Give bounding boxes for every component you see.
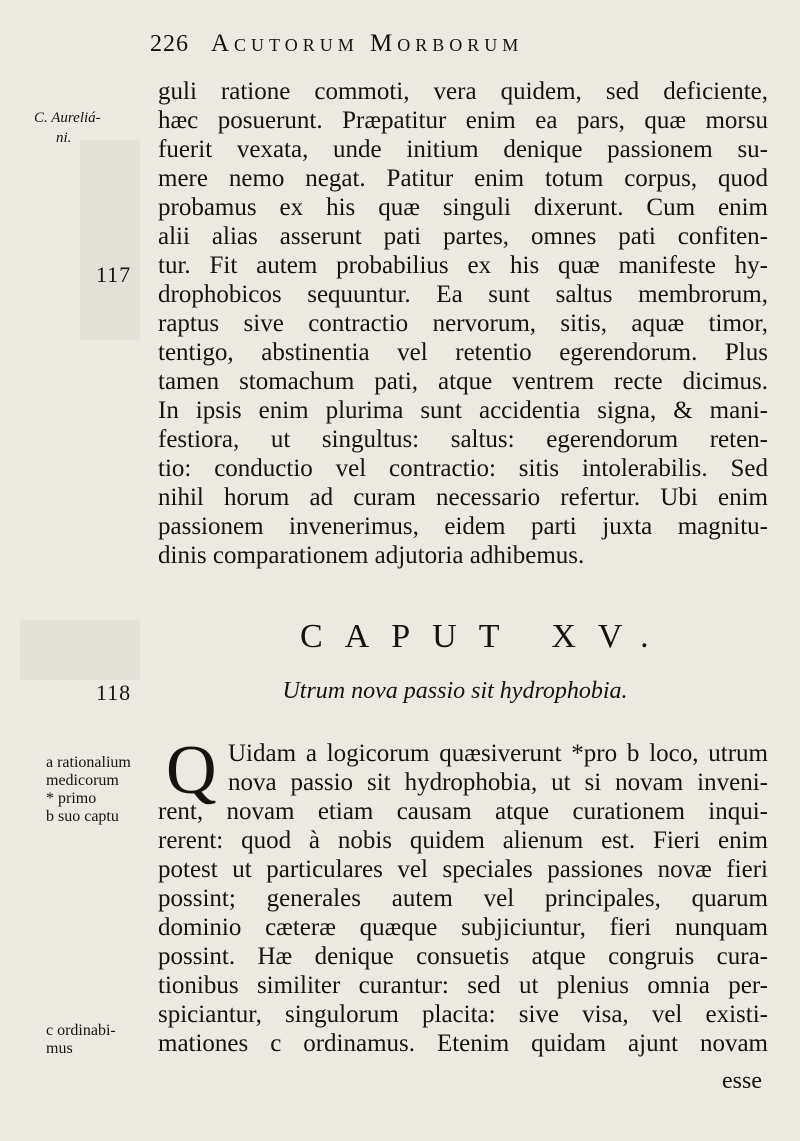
margin-author-line: C. Aureliá-	[34, 110, 101, 126]
text-line: tamen stomachum pati, atque ventrem recte dicimus.	[158, 368, 768, 395]
margin-author-note	[34, 108, 101, 148]
text-line: probamus ex his quæ singuli dixerunt. Cum enim	[158, 194, 768, 221]
text-line: dominio cæteræ quæque subjiciuntur, fieri nunquam	[158, 914, 768, 941]
margin-author-line: ni.	[56, 130, 72, 146]
marginal-line-number: 118	[96, 680, 132, 705]
running-title: Acutorum Morborum	[211, 30, 524, 57]
text-line: possint; generales autem vel principales, quarum	[158, 885, 768, 912]
chapter-heading: CAPUT XV.	[300, 618, 671, 655]
text-line: drophobicos sequuntur. Ea sunt saltus membrorum,	[158, 281, 768, 308]
text-line: tio: conductio vel contractio: sitis intolerabilis. Sed	[158, 455, 768, 482]
text-line: guli ratione commoti, vera quidem, sed deficiente,	[158, 78, 768, 105]
text-line: alii alias asserunt pati partes, omnes pati confiten-	[158, 223, 768, 250]
text-line: hæc posuerunt. Præpatitur enim ea pars, quæ morsu	[158, 107, 768, 134]
page-number: 226	[150, 31, 189, 57]
text-line: tur. Fit autem probabilius ex his quæ manifeste hy-	[158, 252, 768, 279]
catchword: esse	[722, 1068, 762, 1094]
text-line: nihil horum ad curam necessario refertur. Ubi enim	[158, 484, 768, 511]
text-line: festiora, ut singultus: saltus: egerendorum reten-	[158, 426, 768, 453]
marginal-line-number: 117	[96, 262, 132, 287]
gloss-line: mus	[46, 1040, 73, 1057]
text-line: tionibus similiter curantur: sed ut plenius omnia per-	[158, 972, 768, 999]
text-line: spiciantur, singulorum placita: sive visa, vel existi-	[158, 1001, 768, 1028]
gloss-line: medicorum	[46, 772, 119, 789]
text-line: dinis comparationem adjutoria adhibemus.	[158, 542, 585, 569]
text-line: rent, novam etiam causam atque curationem inqui-	[158, 798, 768, 825]
text-line: nova passio sit hydrophobia, ut si novam inveni-	[228, 769, 768, 796]
text-line: rerent: quod à nobis quidem alienum est. Fieri enim	[158, 827, 768, 854]
text-line: mationes c ordinamus. Etenim quidam ajunt novam	[158, 1030, 768, 1057]
gloss-line: c ordinabi-	[46, 1022, 116, 1039]
gloss-line: * primo	[46, 790, 97, 807]
marginal-gloss	[46, 754, 131, 826]
text-line: mere nemo negat. Patitur enim totum corpus, quod	[158, 165, 768, 192]
show-through-stain	[80, 140, 140, 340]
text-line: passionem invenerimus, eidem parti juxta magnitu-	[158, 513, 768, 540]
show-through-stain	[20, 620, 140, 680]
text-line: tentigo, abstinentia vel retentio egerendorum. Plus	[158, 339, 768, 366]
running-header	[150, 30, 750, 58]
chapter-subtitle: Utrum nova passio sit hydrophobia.	[282, 678, 628, 704]
gloss-line: b suo captu	[46, 808, 119, 825]
text-line: potest ut particulares vel speciales passiones novæ fieri	[158, 856, 768, 883]
drop-cap: Q	[166, 732, 217, 809]
marginal-gloss	[46, 1022, 116, 1058]
text-line: raptus sive contractio nervorum, sitis, aquæ timor,	[158, 310, 768, 337]
text-line: Uidam a logicorum quæsiverunt *pro b loco, utrum	[228, 740, 768, 767]
text-line: fuerit vexata, unde initium denique passionem su-	[158, 136, 768, 163]
text-line: In ipsis enim plurima sunt accidentia signa, & mani-	[158, 397, 768, 424]
gloss-line: a rationalium	[46, 754, 131, 771]
text-line: possint. Hæ denique consuetis atque congruis cura-	[158, 943, 768, 970]
